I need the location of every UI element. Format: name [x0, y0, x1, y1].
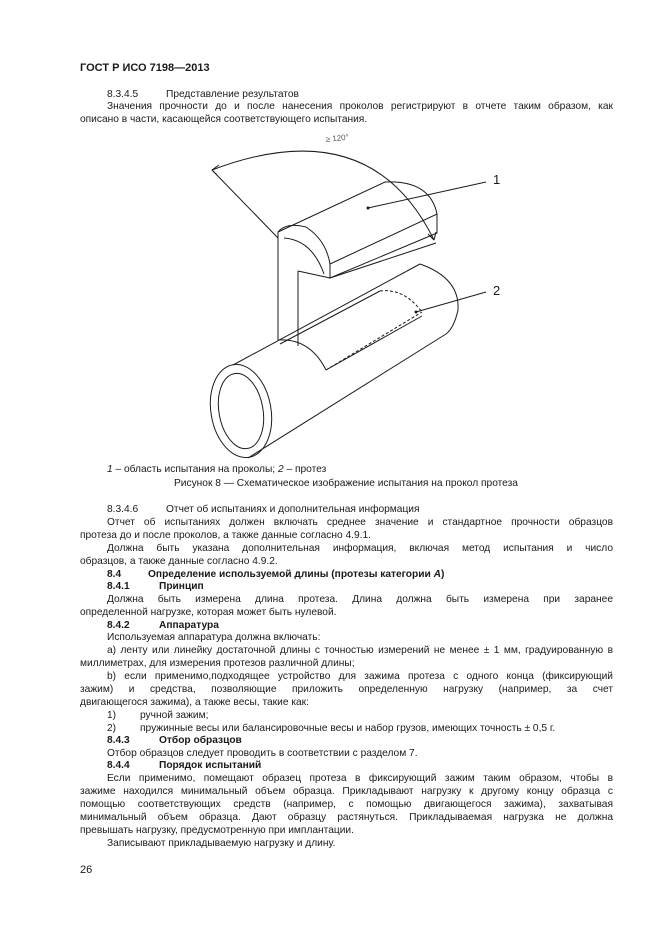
section-841-number: 8.4.1: [107, 581, 130, 592]
section-8345-title: Представление результатов: [166, 89, 299, 100]
section-842-a-line1: а) ленту или линейку достаточной длины с точностью измерений не менее ± 1 мм, градуированную в: [107, 645, 613, 656]
section-8346-p1-line1: Отчет об испытаниях должен включать среднее значение и стандартное прочности образцов: [107, 517, 613, 528]
list-item-2-text: пружинные весы или балансировочные весы и набор грузов, имеющих точность ± 0,5 г.: [140, 723, 556, 734]
figure-legend: [107, 464, 326, 476]
list-item-1-text: ручной зажим;: [140, 710, 209, 721]
tube-open-end-outer: [203, 360, 278, 463]
section-841-line2: определенной нагрузке, которая может быть нулевой.: [80, 607, 337, 618]
section-8346-p2-line1: Должна быть указана дополнительная информация, включая метод испытания и число: [107, 543, 613, 554]
section-84-title-text: Определение используемой длины (протезы категории: [148, 569, 434, 580]
cutout-dashed-edge: [326, 312, 422, 370]
angle-label: ≥ 120°: [325, 132, 350, 144]
section-843-title: Отбор образцов: [159, 735, 242, 746]
section-842-number: 8.4.2: [107, 620, 130, 631]
section-842-b-line2: зажим) и средства, позволяющие приложить определенную нагрузку (например, за счет: [80, 684, 613, 695]
section-84-title-end: ): [440, 569, 445, 580]
section-84-title: [148, 569, 444, 581]
leader-line-2: [416, 292, 486, 312]
section-841-line1: Должна быть измерена длина протеза. Длина должна быть измерена при заранее: [107, 594, 613, 605]
leader-line-1: [368, 182, 486, 208]
legend-text-2: – протез: [283, 464, 327, 475]
section-844-line4: минимальный объем образца. Дают образцу растянуться. Прикладываемая нагрузка не должна: [80, 812, 613, 823]
section-844-line6: Записывают прикладываемую нагрузку и длину.: [107, 838, 336, 849]
section-844-line2: зажиме находился минимальный объем образца. Прикладывают нагрузку к другому концу образца с: [80, 786, 613, 797]
tube-open-end-inner: [213, 370, 270, 452]
legend-text-1: – область испытания на проколы;: [112, 464, 278, 475]
section-8346-title: Отчет об испытаниях и дополнительная информация: [166, 504, 420, 515]
tube-top-edge: [233, 264, 420, 365]
section-844-line3: помощью соответствующих средств (например, с помощью двигающегося зажима), захватывая: [80, 799, 613, 810]
section-842-intro: Используемая аппаратура должна включать:: [107, 632, 321, 643]
section-8346-p2-line2: образцов, а также данные согласно 4.9.2.: [80, 556, 278, 567]
segment-inner-arc: [284, 238, 324, 274]
tube-far-end: [420, 264, 458, 334]
angle-dimension-arc: [212, 151, 434, 240]
section-841-title: Принцип: [159, 581, 204, 592]
segment-right-arc: [385, 182, 437, 214]
extension-line-left: [212, 170, 278, 238]
section-8346-number: 8.3.4.6: [107, 504, 139, 515]
segment-front-face: [330, 214, 437, 278]
section-84-category: А: [433, 569, 441, 580]
section-8345-number: 8.3.4.5: [107, 89, 139, 100]
section-843-text: Отбор образцов следует проводить в соответствии с разделом 7.: [107, 748, 418, 759]
section-844-line5: превышать нагрузку, предусмотренную при имплантации.: [80, 825, 354, 836]
figure-label-1: 1: [493, 172, 501, 187]
section-8345-text-line1: Значения прочности до и после нанесения проколов регистрируют в отчете таким образом, как: [107, 101, 613, 112]
page-number: 26: [80, 864, 93, 876]
section-8346-p1-line2: протеза до и после проколов, а также данные согласно 4.9.1.: [80, 530, 371, 541]
figure-caption: Рисунок 8 — Схематическое изображение испытания на прокол протеза: [174, 478, 518, 489]
section-842-title: Аппаратура: [159, 620, 219, 631]
legend-number-1: 1: [107, 464, 113, 475]
section-842-a-line2: миллиметрах, для измерения протезов различной длины;: [80, 658, 355, 669]
legend-number-2: 2: [277, 464, 284, 475]
section-8345-text-line2: описано в части, касающейся соответствующего испытания.: [80, 114, 368, 125]
list-item-2-number: 2): [107, 723, 117, 734]
section-844-line1: Если применимо, помещают образец протеза в фиксирующий зажим таким образом, чтобы в: [107, 773, 613, 784]
section-844-title: Порядок испытаний: [159, 760, 262, 771]
section-842-b-line3: двигающегося зажима), а также весы, такие как:: [80, 697, 309, 708]
section-842-b-line1: b) если применимо,подходящее устройство для зажима протеза с одного конца (фиксирующий: [107, 671, 613, 682]
tube-bottom-edge: [248, 334, 446, 458]
figure-label-2: 2: [493, 283, 501, 298]
section-84-number: 8.4: [107, 569, 122, 580]
figure-8-puncture-test-diagram: [190, 128, 520, 468]
document-header: ГОСТ Р ИСО 7198—2013: [80, 62, 210, 74]
list-item-1-number: 1): [107, 710, 117, 721]
section-844-number: 8.4.4: [107, 760, 130, 771]
section-843-number: 8.4.3: [107, 735, 130, 746]
